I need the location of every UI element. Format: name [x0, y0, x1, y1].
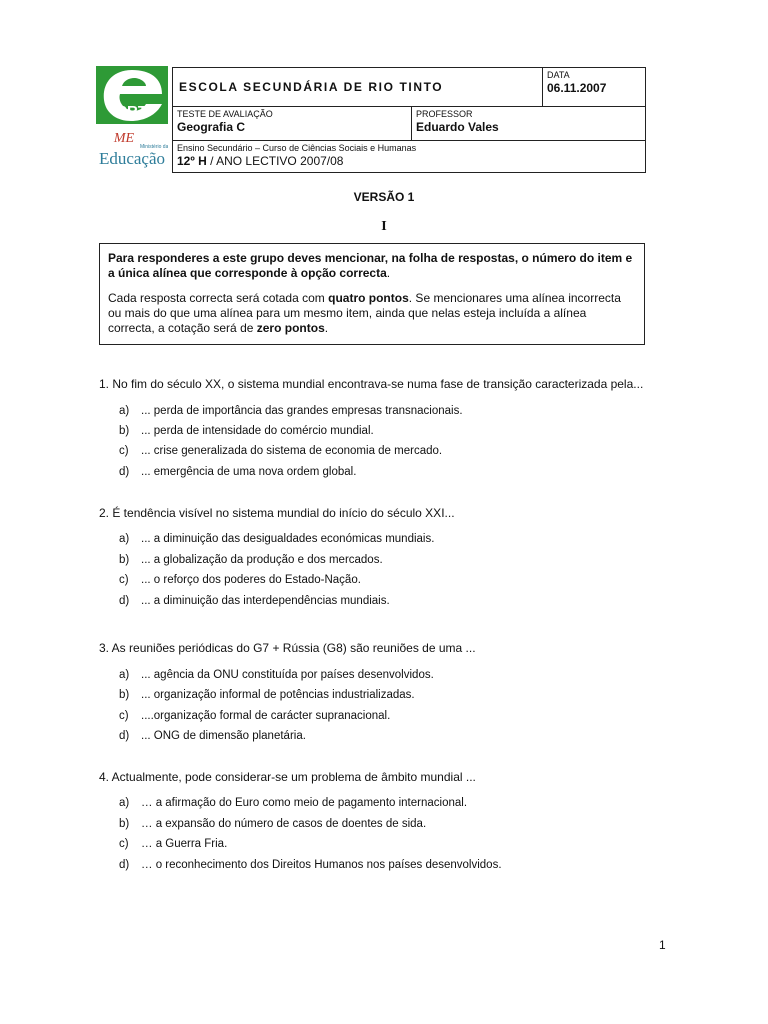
instructions-p2: Cada resposta correcta será cotada com quatro pontos. Se mencionares uma alínea incorrecta ou mais do que uma alínea para um mesmo item, ainda que nelas esteja incluída a alínea correcta, a cotação será de zero pontos. — [108, 291, 621, 335]
question-1-option-a: a) ... perda de importância das grandes empresas transnacionais. — [119, 405, 463, 417]
test-date: 06.11.2007 — [547, 81, 607, 95]
question-2-option-d: d) ... a diminuição das interdependências mundiais. — [119, 595, 390, 607]
svg-text:Ministério da: Ministério da — [140, 144, 168, 150]
question-4-option-b: b) … a expansão do número de casos de doentes de sida. — [119, 818, 427, 830]
teacher-label: PROFESSOR — [416, 109, 473, 119]
question-4-option-d: d) … o reconhecimento dos Direitos Humanos nos países desenvolvidos. — [119, 859, 502, 871]
school-logo — [96, 66, 168, 174]
svg-text:ME: ME — [113, 131, 135, 146]
question-1-option-d: d) ... emergência de uma nova ordem global. — [119, 466, 357, 478]
date-label: DATA — [547, 70, 570, 80]
question-2-option-a: a) ... a diminuição das desigualdades económicas mundiais. — [119, 533, 435, 545]
question-2-option-b: b) ... a globalização da produção e dos mercados. — [119, 554, 383, 566]
question-3-option-b: b) ... organização informal de potências industrializadas. — [119, 689, 415, 701]
group-number: I — [381, 219, 387, 234]
svg-text:Educação: Educação — [98, 149, 166, 168]
class-grade: 12º H — [177, 154, 207, 168]
srt-logo-icon — [96, 66, 168, 174]
svg-text:SRT: SRT — [117, 103, 147, 120]
subject: Geografia C — [177, 120, 246, 134]
teacher-name: Eduardo Vales — [416, 120, 499, 134]
question-4-option-c: c) … a Guerra Fria. — [119, 838, 228, 850]
school-name: ESCOLA SECUNDÁRIA DE RIO TINTO — [179, 80, 444, 94]
instructions-box — [99, 243, 645, 345]
instructions-p1: Para responderes a este grupo deves mencionar, na folha de respostas, o número do item e a única alínea que corresponde à opção correcta. — [108, 251, 633, 280]
class-year — [177, 154, 641, 169]
question-2: 2. É tendência visível no sistema mundial do início do século XXI... — [99, 506, 455, 520]
header-table — [172, 67, 646, 173]
question-3-option-d: d) ... ONG de dimensão planetária. — [119, 730, 306, 742]
question-3-option-c: c) ....organização formal de carácter supranacional. — [119, 710, 391, 722]
school-year: / ANO LECTIVO 2007/08 — [206, 154, 344, 168]
question-4-option-a: a) … a afirmação do Euro como meio de pagamento internacional. — [119, 797, 468, 809]
test-label: TESTE DE AVALIAÇÃO — [177, 109, 273, 119]
question-1-option-b: b) ... perda de intensidade do comércio mundial. — [119, 425, 374, 437]
page-number: 1 — [659, 938, 666, 952]
question-4: 4. Actualmente, pode considerar-se um problema de âmbito mundial ... — [99, 770, 476, 784]
version-title: VERSÃO 1 — [353, 190, 415, 204]
question-3-option-a: a) ... agência da ONU constituída por países desenvolvidos. — [119, 669, 434, 681]
course-label: Ensino Secundário – Curso de Ciências Sociais e Humanas — [177, 143, 417, 153]
question-3: 3. As reuniões periódicas do G7 + Rússia (G8) são reuniões de uma ... — [99, 641, 476, 655]
question-1-option-c: c) ... crise generalizada do sistema de economia de mercado. — [119, 445, 443, 457]
question-1: 1. No fim do século XX, o sistema mundial encontrava-se numa fase de transição caracterizada pela... — [99, 377, 644, 391]
question-2-option-c: c) ... o reforço dos poderes do Estado-Nação. — [119, 574, 361, 586]
